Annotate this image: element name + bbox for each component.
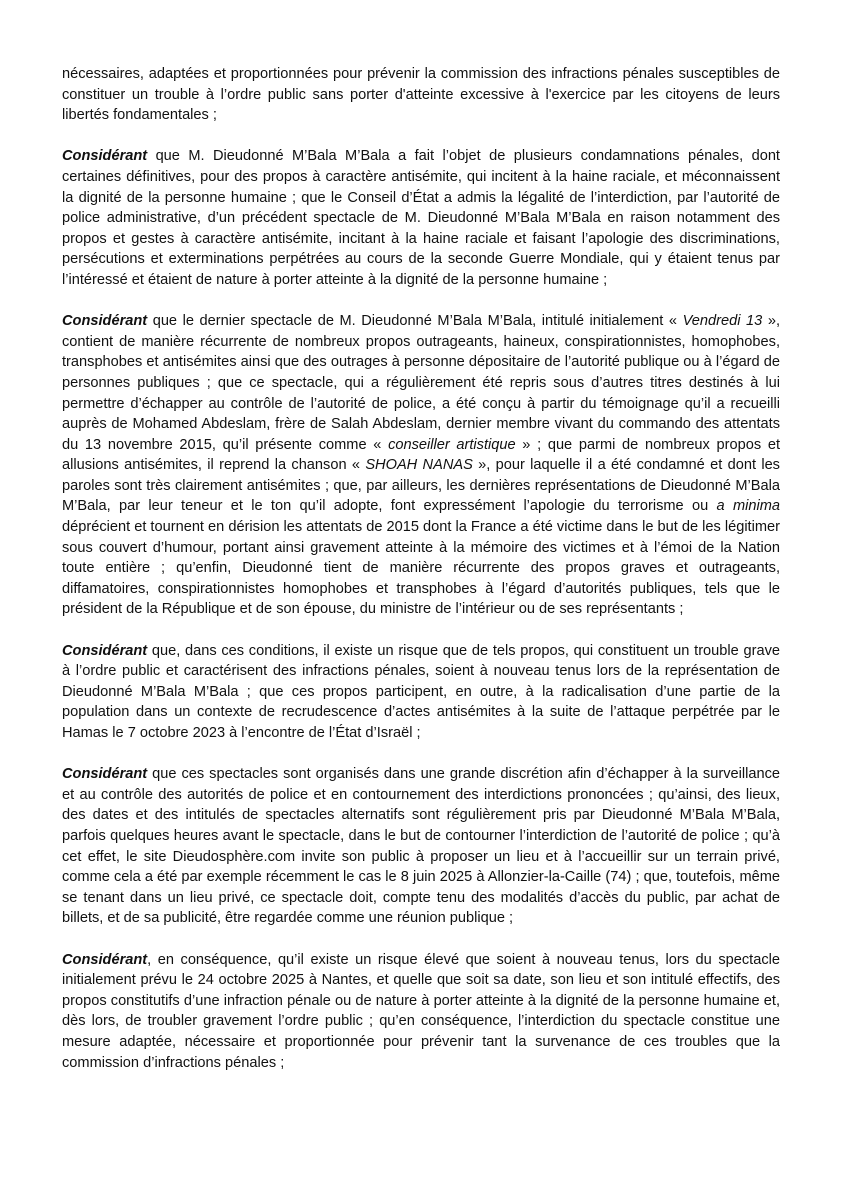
paragraph-text: », contient de manière récurrente de nombreux propos outrageants, haineux, conspirationnistes, homophobes, transphobes et antisémites ainsi que des outrages à personne dépositaire de l’autorité publique ou à l’égard de personnes publiques ; que ce spectacle, qui a régulièrement été repris sous d’autres titres destinés à lui permettre d’échapper au contrôle de l’autorité de police, a été conçu à partir du témoignage qu’il a recueilli auprès de Mohamed Abdeslam, frère de Salah Abdeslam, dernier membre vivant du commando des attentats du 13 novembre 2015, qu’il présente comme «	[62, 313, 780, 453]
paragraph-intro	[62, 64, 780, 126]
paragraph-text: , en conséquence, qu’il existe un risque élevé que soient à nouveau tenus, lors du spectacle initialement prévu le 24 octobre 2025 à Nantes, et quelle que soit sa date, son lieu et son intitulé effectifs, des propos constitutifs d’une infraction pénale ou de nature à porter atteinte à la dignité de la personne humaine et, dès lors, de troubler gravement l’ordre public ; qu’en conséquence, l’interdiction du spectacle constitue une mesure adaptée, nécessaire et proportionnée pour prévenir tant la survenance de ces troubles que la commission d’infractions pénales ;	[62, 951, 780, 1071]
considerant-lead: Considérant	[62, 642, 148, 659]
paragraph-considerant-discretion	[62, 764, 780, 929]
italic-quote: conseiller artistique	[388, 436, 516, 453]
paragraph-text: que ces spectacles sont organisés dans une grande discrétion afin d’échapper à la surveillance et au contrôle des autorités de police et en contournement des interdictions prononcées ; qu’ainsi, des lieux, des dates et des intitulés de spectacles alternatifs sont régulièrement pris par Dieudonné M’Bala M’Bala, parfois quelques heures avant le spectacle, dans le but de contourner l’interdiction de l’autorité de police ; qu’à cet effet, le site Dieudosphère.com invite son public à proposer un lieu et à l’accueillir sur un terrain privé, comme cela a été par exemple récemment le cas le 8 juin 2025 à Allonzier-la-Caille (74) ; que, toutefois, même se tenant dans un lieu privé, ce spectacle doit, compte tenu des modalités d’accès du public, par achat de billets, et de sa publicité, être regardée comme une réunion publique ;	[62, 766, 780, 927]
italic-song-title: SHOAH NANAS	[365, 457, 473, 474]
paragraph-text: déprécient et tournent en dérision les attentats de 2015 dont la France a été victime dans le but de les légitimer sous couvert d’humour, portant ainsi gravement atteinte à la mémoire des victimes et à l’émoi de la Nation toute entière ; qu’enfin, Dieudonné tient de manière récurrente des propos graves et outrageants, diffamatoires, conspirationnistes homophobes et transphobes à l’égard d’autorités publiques, tels que le président de la République et de son épouse, du ministre de l’intérieur ou de ses représentants ;	[62, 519, 780, 618]
considerant-lead: Considérant	[62, 951, 148, 968]
paragraph-considerant-spectacle	[62, 311, 780, 620]
paragraph-considerant-condamnations	[62, 146, 780, 290]
italic-latin-phrase: a minima	[716, 498, 780, 515]
paragraph-considerant-consequence	[62, 950, 780, 1074]
considerant-lead: Considérant	[62, 313, 148, 330]
italic-title: Vendredi 13	[682, 313, 763, 330]
document-body	[62, 64, 780, 1094]
paragraph-text: » ; que parmi de nombreux propos et allusions antisémites, il reprend la chanson «	[62, 436, 781, 474]
paragraph-text: que, dans ces conditions, il existe un risque que de tels propos, qui constituent un trouble grave à l’ordre public et caractérisent des infractions pénales, soient à nouveau tenus lors de la représentation de Dieudonné M’Bala M’Bala ; que ces propos participent, en outre, à la radicalisation d’une partie de la population dans un contexte de recrudescence d’actes antisémites à la suite de l’attaque perpétrée par le Hamas le 7 octobre 2023 à l’encontre de l’État d’Israël ;	[62, 642, 780, 741]
paragraph-text: que M. Dieudonné M’Bala M’Bala a fait l’objet de plusieurs condamnations pénales, dont certaines définitives, pour des propos à caractère antisémite, qui incitent à la haine raciale, et méconnaissent la dignité de la personne humaine ; que le Conseil d’État a admis la légalité de l’interdiction, par l’autorité de police administrative, d’un précédent spectacle de M. Dieudonné M’Bala M’Bala en raison notamment des propos et gestes à caractère antisémite, incitant à la haine raciale et faisant l’apologie des discriminations, persécutions et exterminations perpétrées au cours de la seconde Guerre Mondiale, qui y étaient tenus par l’intéressé et étaient de nature à porter atteinte à la dignité de la personne humaine ;	[62, 148, 780, 288]
paragraph-text: », pour laquelle il a été condamné et dont les paroles sont très clairement antisémites ; que, par ailleurs, les dernières représentations de Dieudonné M’Bala M’Bala, par leur teneur et le ton qu’il adopte, font expressément l’apologie du terrorisme ou	[62, 457, 780, 515]
paragraph-text: que le dernier spectacle de M. Dieudonné M’Bala M’Bala, intitulé initialement «	[147, 313, 683, 330]
paragraph-text: nécessaires, adaptées et proportionnées pour prévenir la commission des infractions pénales susceptibles de constituer un trouble à l’ordre public sans porter d'atteinte excessive à l'exercice par les citoyens de leurs libertés fondamentales ;	[62, 66, 780, 124]
considerant-lead: Considérant	[62, 148, 148, 165]
paragraph-considerant-risque	[62, 641, 780, 744]
considerant-lead: Considérant	[62, 766, 148, 783]
